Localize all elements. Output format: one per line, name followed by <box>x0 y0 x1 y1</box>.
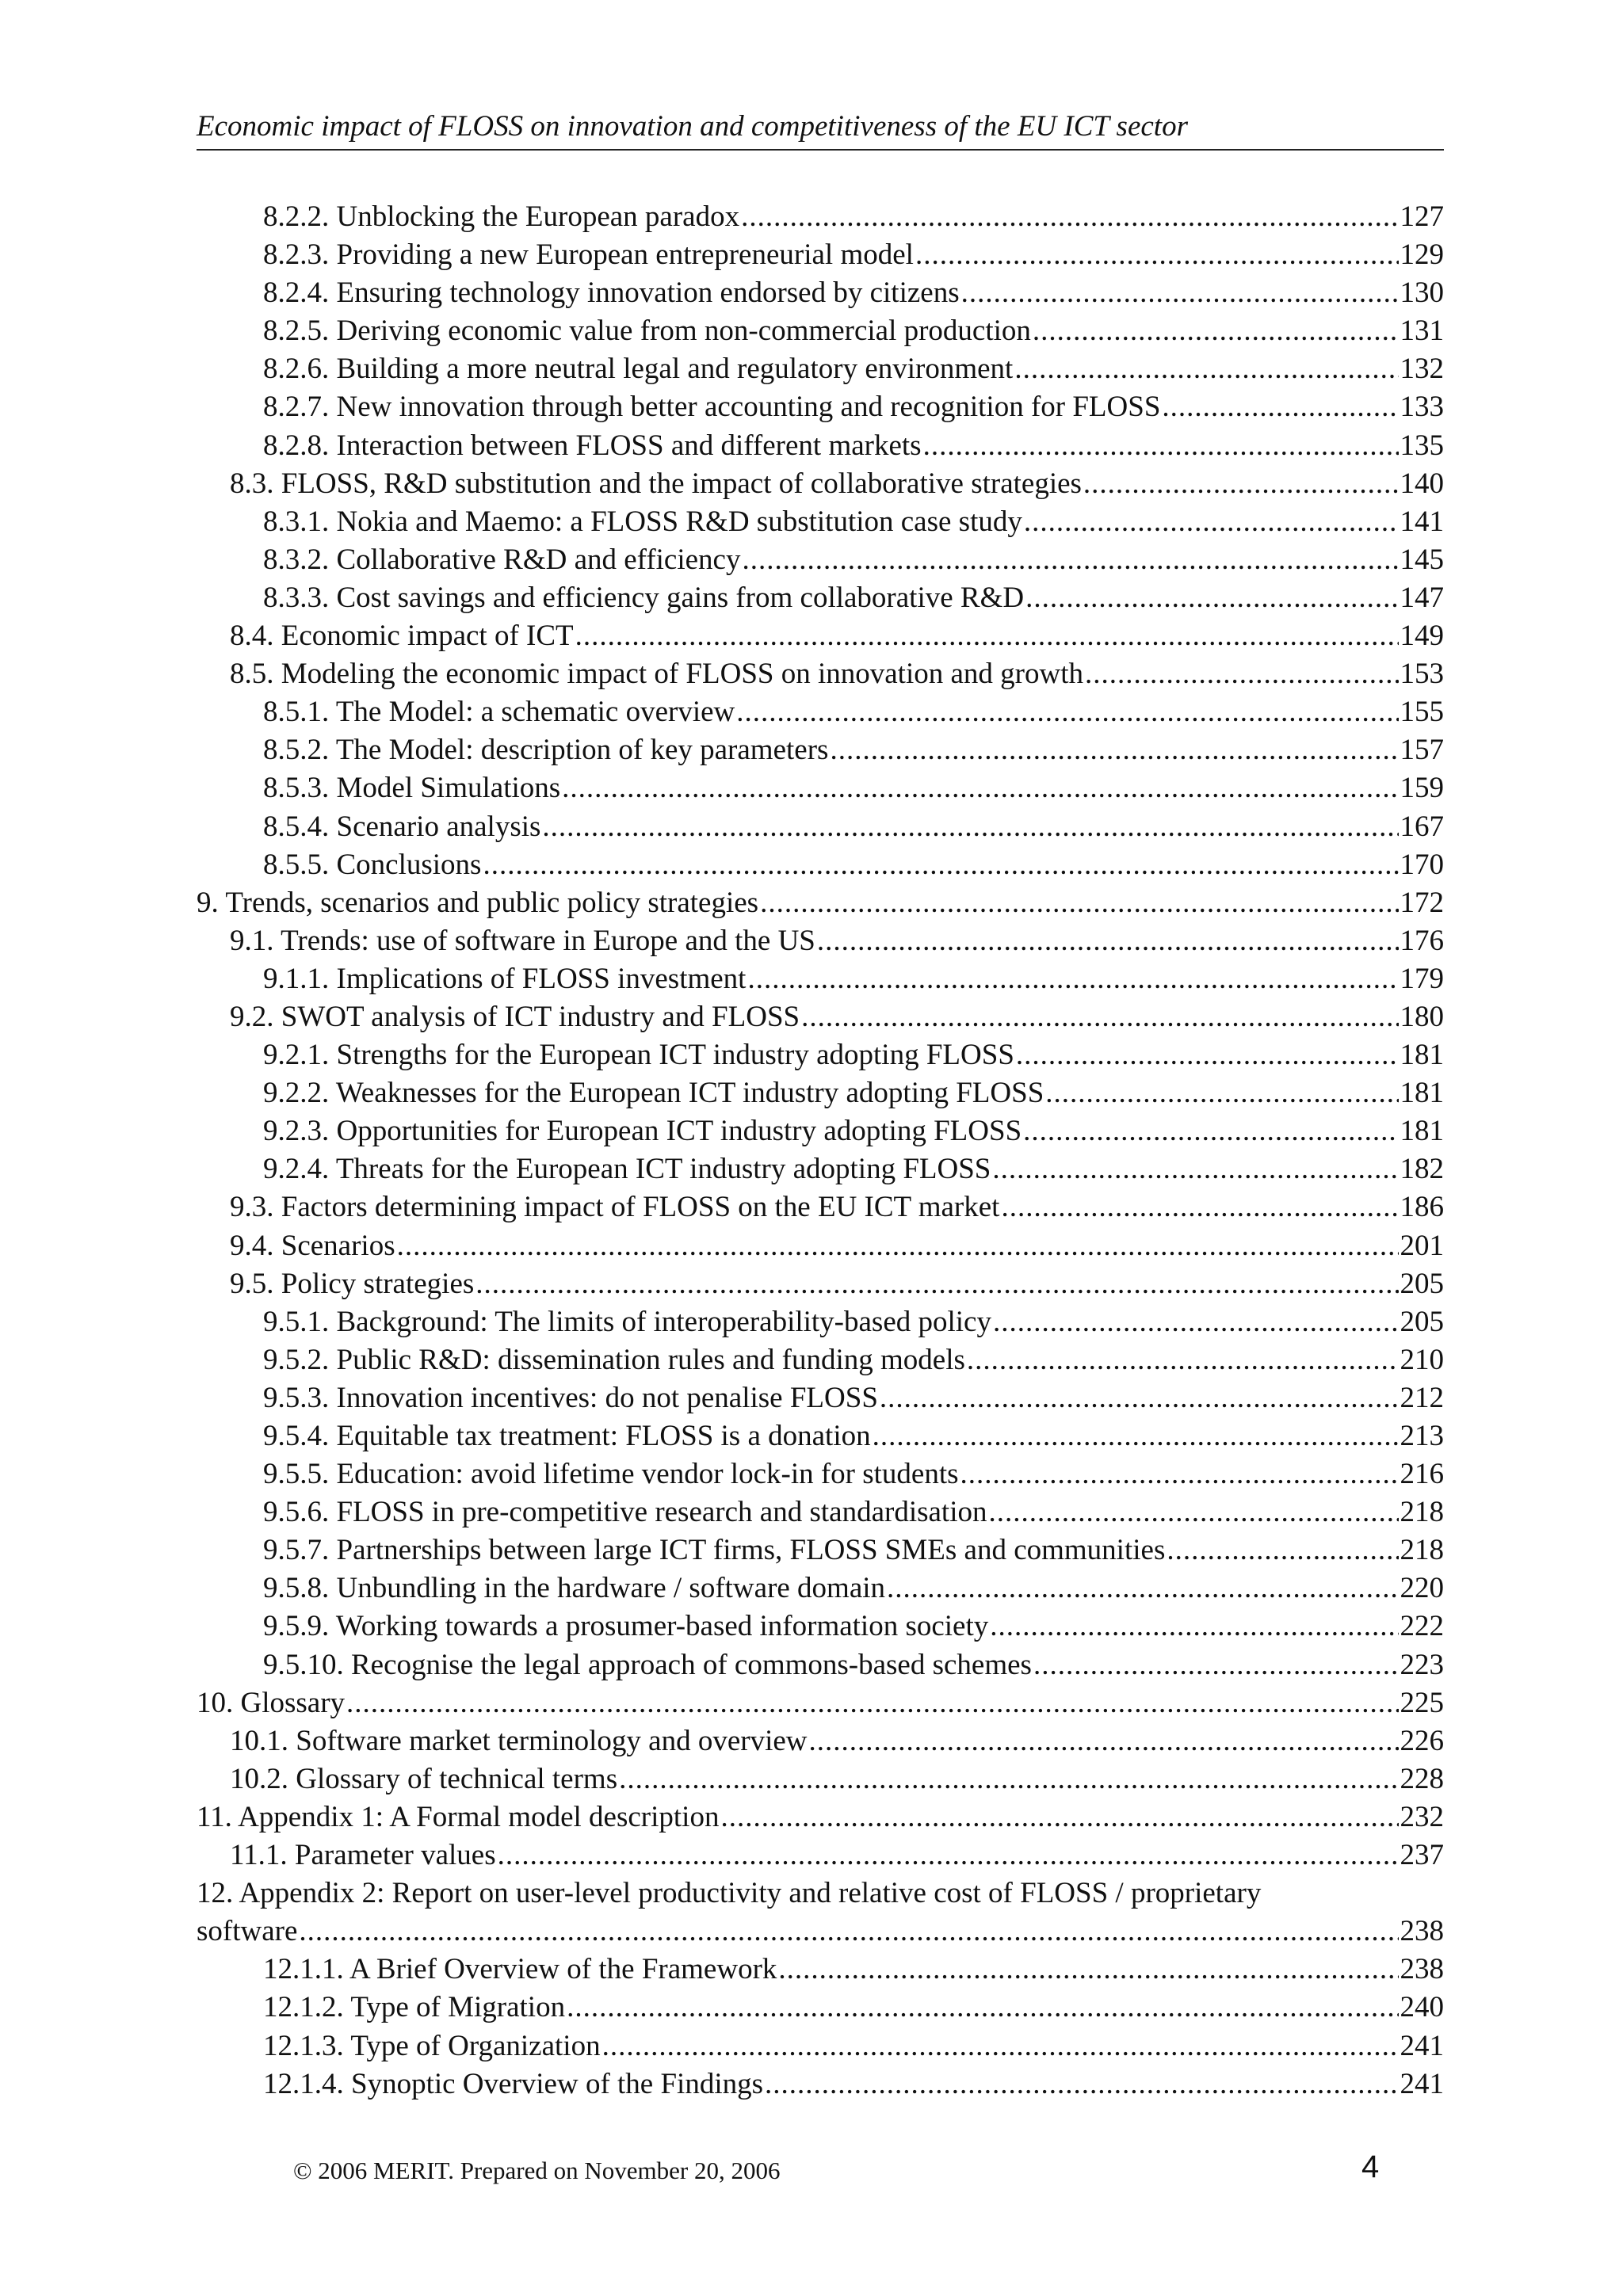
toc-entry[interactable] <box>197 769 1444 807</box>
toc-entry-page: 181 <box>1400 1039 1444 1072</box>
toc-dot-leader <box>575 617 1399 655</box>
toc-dot-leader <box>993 1303 1399 1341</box>
toc-dot-leader <box>1024 503 1399 541</box>
toc-entry-title: 12.1.4. Synoptic Overview of the Findings <box>263 2067 764 2100</box>
toc-entry[interactable] <box>197 1913 1444 1951</box>
toc-entry-title: 8.5.5. Conclusions <box>263 848 482 881</box>
toc-entry-page: 145 <box>1400 543 1444 576</box>
toc-dot-leader <box>542 808 1398 846</box>
toc-entry-title: 8.3. FLOSS, R&D substitution and the impact of collaborative strategies <box>230 467 1082 500</box>
toc-dot-leader <box>817 922 1399 960</box>
toc-entry-page: 238 <box>1400 1953 1444 1986</box>
toc-dot-leader <box>887 1569 1398 1608</box>
toc-entry-title: 9. Trends, scenarios and public policy strategies <box>197 886 759 919</box>
toc-entry-page: 226 <box>1400 1724 1444 1757</box>
toc-entry-page: 232 <box>1400 1800 1444 1833</box>
toc-entry[interactable] <box>197 1951 1444 1989</box>
toc-entry[interactable] <box>197 1112 1444 1150</box>
toc-entry[interactable] <box>197 1836 1444 1875</box>
toc-entry[interactable] <box>197 1531 1444 1569</box>
toc-entry-page: 157 <box>1400 734 1444 767</box>
toc-entry[interactable] <box>197 1684 1444 1722</box>
toc-entry-page: 225 <box>1400 1686 1444 1719</box>
toc-dot-leader <box>346 1684 1398 1722</box>
toc-entry-page: 181 <box>1400 1077 1444 1110</box>
toc-entry-page: 222 <box>1400 1610 1444 1643</box>
toc-entry-page: 181 <box>1400 1115 1444 1148</box>
toc-entry-page: 210 <box>1400 1343 1444 1376</box>
toc-entry[interactable] <box>197 846 1444 884</box>
toc-dot-leader <box>720 1798 1398 1836</box>
toc-entry[interactable] <box>197 731 1444 769</box>
toc-entry-page: 155 <box>1400 696 1444 729</box>
toc-dot-leader <box>1033 312 1399 350</box>
toc-entry-page: 129 <box>1400 238 1444 272</box>
toc-dot-leader <box>747 960 1398 998</box>
toc-entry-title: 10.2. Glossary of technical terms <box>230 1762 618 1795</box>
toc-entry-title: 10. Glossary <box>197 1686 346 1719</box>
toc-dot-leader <box>809 1722 1399 1760</box>
toc-entry-title: 9.5. Policy strategies <box>230 1267 475 1300</box>
toc-entry-page: 141 <box>1400 505 1444 538</box>
toc-entry-title: 8.2.7. New innovation through better accounting and recognition for FLOSS <box>263 391 1161 424</box>
toc-dot-leader <box>1083 465 1399 503</box>
toc-entry-title: 10.1. Software market terminology and overview <box>230 1724 808 1757</box>
toc-dot-leader <box>1025 579 1398 617</box>
toc-entry[interactable] <box>197 274 1444 312</box>
toc-entry[interactable] <box>197 1455 1444 1493</box>
toc-entry-title: 9.5.3. Innovation incentives: do not penalise FLOSS <box>263 1381 878 1414</box>
toc-entry-title: 8.3.1. Nokia and Maemo: a FLOSS R&D substitution case study <box>263 505 1022 538</box>
toc-entry[interactable] <box>197 1265 1444 1303</box>
toc-entry[interactable] <box>197 1036 1444 1074</box>
toc-entry[interactable] <box>197 998 1444 1036</box>
toc-entry[interactable] <box>197 1646 1444 1684</box>
footer-copyright: © 2006 MERIT. Prepared on November 20, 2006 <box>293 2157 781 2184</box>
toc-dot-leader <box>915 236 1399 274</box>
toc-entry-title: 9.5.8. Unbundling in the hardware / software domain <box>263 1572 886 1605</box>
toc-entry[interactable] <box>197 1227 1444 1265</box>
toc-dot-leader <box>760 884 1398 922</box>
toc-entry[interactable] <box>197 198 1444 236</box>
toc-dot-leader <box>299 1913 1398 1951</box>
toc-dot-leader <box>992 1150 1398 1188</box>
toc-entry-title: 9.5.5. Education: avoid lifetime vendor lock-in for students <box>263 1458 959 1491</box>
toc-entry[interactable] <box>197 1722 1444 1760</box>
toc-entry[interactable] <box>197 465 1444 503</box>
toc-entry-title: 8.2.4. Ensuring technology innovation endorsed by citizens <box>263 277 960 310</box>
toc-entry-title: 9.4. Scenarios <box>230 1229 395 1262</box>
toc-entry-page: 170 <box>1400 848 1444 881</box>
toc-entry-page: 218 <box>1400 1534 1444 1567</box>
toc-entry-page: 220 <box>1400 1572 1444 1605</box>
toc-entry-title: 9.1.1. Implications of FLOSS investment <box>263 962 747 995</box>
toc-entry-title: 9.5.6. FLOSS in pre-competitive research and standardisation <box>263 1496 987 1529</box>
toc-dot-leader <box>741 198 1398 236</box>
toc-entry-title: 9.1. Trends: use of software in Europe and the US <box>230 924 815 957</box>
toc-entry-title: 8.5. Modeling the economic impact of FLOSS on innovation and growth <box>230 658 1083 691</box>
toc-dot-leader <box>873 1417 1399 1455</box>
toc-entry-title: 12.1.3. Type of Organization <box>263 2029 601 2062</box>
toc-dot-leader <box>736 693 1398 731</box>
toc-entry[interactable] <box>197 1074 1444 1112</box>
toc-entry[interactable] <box>197 2027 1444 2065</box>
toc-entry[interactable] <box>197 1379 1444 1417</box>
toc-dot-leader <box>602 2027 1399 2065</box>
toc-entry-title: 11. Appendix 1: A Formal model description <box>197 1800 720 1833</box>
toc-entry-title: 9.2. SWOT analysis of ICT industry and FLOSS <box>230 1000 800 1033</box>
toc-entry-title: 9.5.9. Working towards a prosumer-based information society <box>263 1610 989 1643</box>
toc-entry-page: 205 <box>1400 1267 1444 1300</box>
toc-entry[interactable] <box>197 1341 1444 1379</box>
toc-entry-page: 147 <box>1400 581 1444 614</box>
toc-entry[interactable] <box>197 655 1444 693</box>
toc-entry-page: 216 <box>1400 1458 1444 1491</box>
toc-entry[interactable] <box>197 1188 1444 1226</box>
toc-entry-title: 8.3.3. Cost savings and efficiency gains from collaborative R&D <box>263 581 1025 614</box>
toc-dot-leader <box>742 541 1398 579</box>
toc-dot-leader <box>1023 1112 1398 1150</box>
toc-entry-title: 12.1.2. Type of Migration <box>263 1991 566 2024</box>
toc-entry-title: 8.4. Economic impact of ICT <box>230 620 574 653</box>
toc-entry-title: 9.2.1. Strengths for the European ICT industry adopting FLOSS <box>263 1039 1014 1072</box>
toc-dot-leader <box>562 769 1398 807</box>
toc-entry-title: 9.2.3. Opportunities for European ICT industry adopting FLOSS <box>263 1115 1022 1148</box>
toc-entry[interactable] <box>197 2065 1444 2103</box>
toc-dot-leader <box>1167 1531 1398 1569</box>
toc-dot-leader <box>567 1989 1398 2027</box>
toc-entry-page: 218 <box>1400 1496 1444 1529</box>
toc-dot-leader <box>988 1493 1398 1531</box>
toc-dot-leader <box>1085 655 1399 693</box>
toc-dot-leader <box>990 1608 1398 1646</box>
toc-entry-title: 8.2.5. Deriving economic value from non-commercial production <box>263 315 1031 348</box>
toc-entry[interactable] <box>197 503 1444 541</box>
toc-entry-title: 9.5.2. Public R&D: dissemination rules and funding models <box>263 1343 965 1376</box>
toc-entry[interactable] <box>197 1569 1444 1608</box>
toc-entry[interactable] <box>197 922 1444 960</box>
toc-entry[interactable] <box>197 1303 1444 1341</box>
toc-dot-leader <box>397 1227 1399 1265</box>
toc-entry-title: 9.5.10. Recognise the legal approach of commons-based schemes <box>263 1648 1032 1681</box>
toc-entry[interactable] <box>197 808 1444 846</box>
toc-entry[interactable] <box>197 1417 1444 1455</box>
toc-dot-leader <box>830 731 1398 769</box>
toc-entry-title: 8.5.1. The Model: a schematic overview <box>263 696 735 729</box>
toc-entry[interactable] <box>197 960 1444 998</box>
toc-entry-page: 212 <box>1400 1381 1444 1414</box>
toc-entry[interactable] <box>197 236 1444 274</box>
toc-entry-page: 182 <box>1400 1153 1444 1186</box>
toc-dot-leader <box>960 1455 1399 1493</box>
toc-entry-title: 12.1.1. A Brief Overview of the Framework <box>263 1953 777 1986</box>
toc-entry-page: 240 <box>1400 1991 1444 2024</box>
toc-entry-page: 131 <box>1400 315 1444 348</box>
toc-entry-page: 132 <box>1400 353 1444 386</box>
toc-entry-page: 241 <box>1400 2029 1444 2062</box>
toc-entry-title: 9.2.4. Threats for the European ICT industry adopting FLOSS <box>263 1153 991 1186</box>
toc-entry-title: 8.5.3. Model Simulations <box>263 772 561 805</box>
toc-entry[interactable] <box>197 541 1444 579</box>
toc-dot-leader <box>778 1951 1398 1989</box>
table-of-contents <box>197 198 1444 2103</box>
toc-entry[interactable] <box>197 1798 1444 1836</box>
toc-entry-title: software <box>197 1915 298 1948</box>
toc-entry-page: 140 <box>1400 467 1444 500</box>
toc-entry-page: 133 <box>1400 391 1444 424</box>
toc-entry-page: 186 <box>1400 1191 1444 1224</box>
toc-dot-leader <box>483 846 1398 884</box>
toc-dot-leader <box>1162 388 1398 426</box>
toc-entry[interactable] <box>197 1760 1444 1798</box>
toc-entry-title: 8.5.2. The Model: description of key parameters <box>263 734 829 767</box>
toc-entry-title: 11.1. Parameter values <box>230 1839 496 1872</box>
toc-entry-title: 9.3. Factors determining impact of FLOSS on the EU ICT market <box>230 1191 1000 1224</box>
toc-dot-leader <box>801 998 1398 1036</box>
toc-entry[interactable] <box>197 579 1444 617</box>
toc-dot-leader <box>475 1265 1398 1303</box>
toc-entry-title: 9.5.4. Equitable tax treatment: FLOSS is a donation <box>263 1420 871 1452</box>
toc-dot-leader <box>967 1341 1399 1379</box>
toc-entry-page: 130 <box>1400 277 1444 310</box>
toc-entry-page: 205 <box>1400 1305 1444 1338</box>
toc-entry-page: 223 <box>1400 1648 1444 1681</box>
toc-dot-leader <box>1014 350 1398 388</box>
footer-page-number: 4 <box>1361 2149 1380 2184</box>
toc-entry-page: 179 <box>1400 962 1444 995</box>
toc-entry-page: 201 <box>1400 1229 1444 1262</box>
toc-entry-page: 167 <box>1400 810 1444 843</box>
toc-entry-title: 9.2.2. Weaknesses for the European ICT industry adopting FLOSS <box>263 1077 1044 1110</box>
toc-entry-page: 172 <box>1400 886 1444 919</box>
toc-entry-title: 8.5.4. Scenario analysis <box>263 810 541 843</box>
toc-entry-page: 241 <box>1400 2067 1444 2100</box>
toc-entry-page: 228 <box>1400 1762 1444 1795</box>
toc-entry[interactable] <box>197 1989 1444 2027</box>
toc-entry-page: 237 <box>1400 1839 1444 1872</box>
toc-entry[interactable] <box>197 884 1444 922</box>
toc-entry[interactable] <box>197 1608 1444 1646</box>
toc-entry[interactable] <box>197 1150 1444 1188</box>
toc-entry[interactable] <box>197 312 1444 350</box>
toc-entry-title: 8.2.3. Providing a new European entrepreneurial model <box>263 238 914 272</box>
toc-entry[interactable] <box>197 388 1444 426</box>
toc-entry[interactable] <box>197 350 1444 388</box>
toc-dot-leader <box>765 2065 1398 2103</box>
toc-entry-page: 180 <box>1400 1000 1444 1033</box>
toc-dot-leader <box>923 427 1399 465</box>
toc-entry-page: 213 <box>1400 1420 1444 1452</box>
toc-entry[interactable] <box>197 617 1444 655</box>
toc-dot-leader <box>1001 1188 1398 1226</box>
toc-dot-leader <box>961 274 1399 312</box>
toc-entry-title: 9.5.7. Partnerships between large ICT firms, FLOSS SMEs and communities <box>263 1534 1166 1567</box>
toc-entry-title: 8.3.2. Collaborative R&D and efficiency <box>263 543 741 576</box>
toc-entry[interactable] <box>197 1493 1444 1531</box>
toc-entry[interactable] <box>197 427 1444 465</box>
toc-entry-page: 153 <box>1400 658 1444 691</box>
toc-entry-page: 149 <box>1400 620 1444 653</box>
toc-entry-title: 8.2.8. Interaction between FLOSS and different markets <box>263 429 922 462</box>
toc-entry-page: 159 <box>1400 772 1444 805</box>
toc-entry[interactable] <box>197 693 1444 731</box>
toc-entry-page: 176 <box>1400 924 1444 957</box>
toc-dot-leader <box>880 1379 1399 1417</box>
toc-dot-leader <box>1033 1646 1399 1684</box>
toc-entry-title: 9.5.1. Background: The limits of interoperability-based policy <box>263 1305 991 1338</box>
toc-entry-page: 127 <box>1400 200 1444 233</box>
toc-dot-leader <box>1045 1074 1398 1112</box>
toc-entry-page: 135 <box>1400 429 1444 462</box>
toc-entry-title: 8.2.2. Unblocking the European paradox <box>263 200 740 233</box>
toc-dot-leader <box>619 1760 1398 1798</box>
toc-entry-page: 238 <box>1400 1915 1444 1948</box>
toc-entry-title: 8.2.6. Building a more neutral legal and regulatory environment <box>263 353 1014 386</box>
toc-dot-leader <box>498 1836 1399 1875</box>
toc-dot-leader <box>1016 1036 1399 1074</box>
toc-entry-title: 12. Appendix 2: Report on user-level productivity and relative cost of FLOSS / proprietary <box>197 1877 1262 1910</box>
running-header: Economic impact of FLOSS on innovation and competitiveness of the EU ICT sector <box>197 108 1444 151</box>
toc-entry[interactable] <box>197 1875 1444 1913</box>
